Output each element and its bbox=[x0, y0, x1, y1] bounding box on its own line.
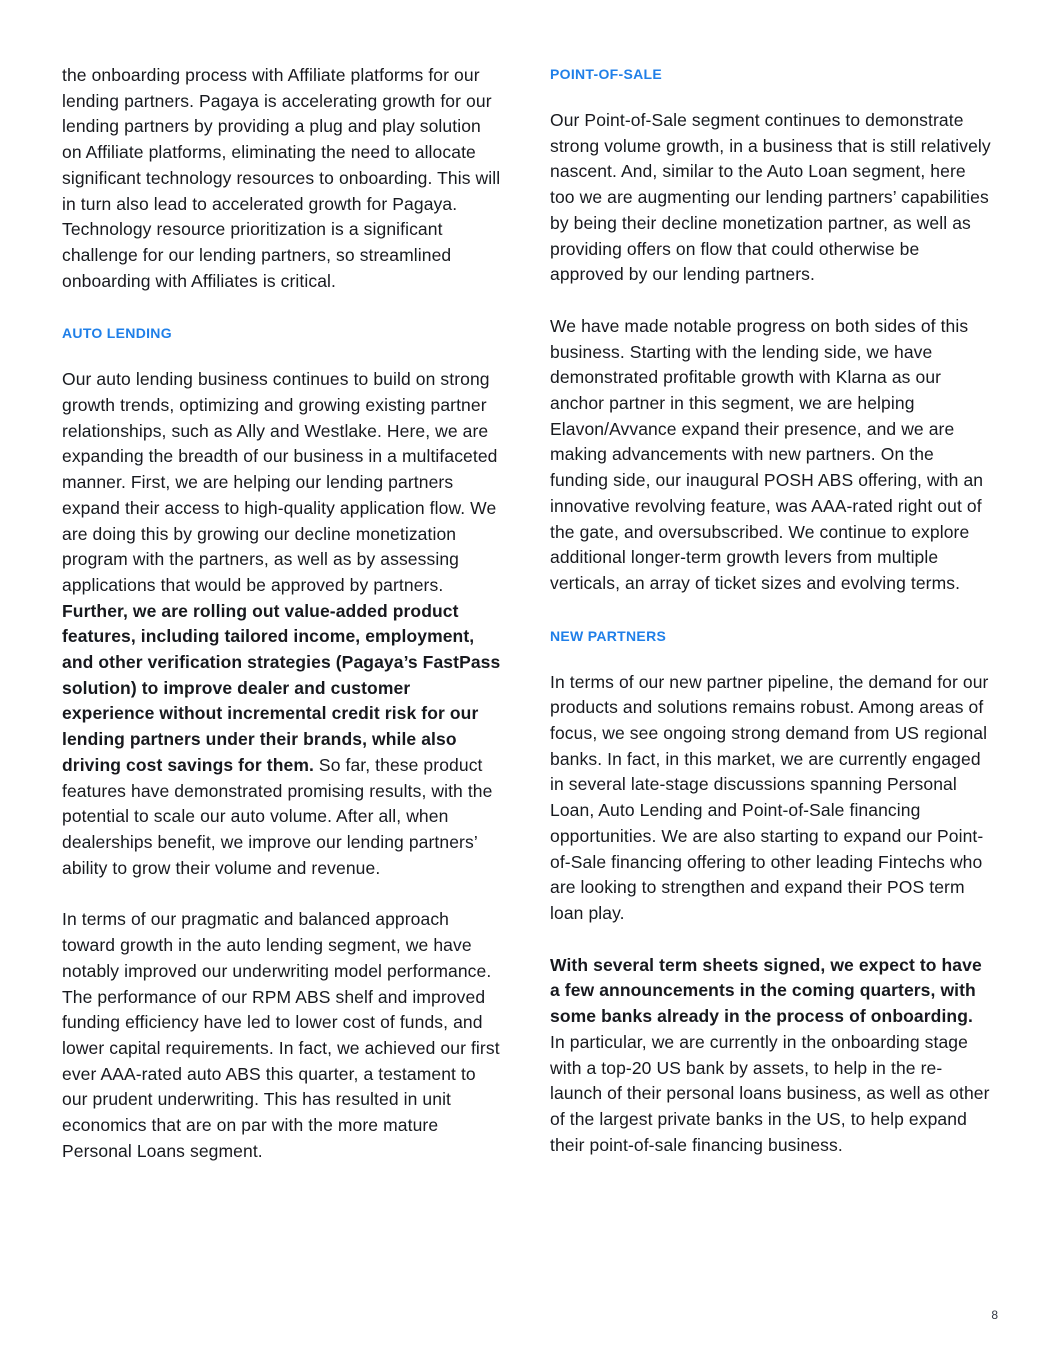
text-run: In particular, we are currently in the onboarding stage with a top-20 US bank by assets, to help in the re-launch of their personal loans business, as well as other of the largest private banks in the US, to help expand their point-of-sale financing business. bbox=[550, 1031, 990, 1155]
text-run: In terms of our new partner pipeline, the demand for our products and solutions remains robust. Among areas of focus, we see ongoing strong demand from US regional banks. In fact, in this market, we are currently engaged in several late-stage discussions spanning Personal Loan, Auto Lending and Point-of-Sale financing opportunities. We are also starting to expand our Point-of-Sale financing offering to other leading Fintechs who are looking to strengthen and expand their POS term loan play. bbox=[550, 671, 989, 923]
page-number: 8 bbox=[991, 1308, 998, 1322]
text-run: Our Point-of-Sale segment continues to demonstrate strong volume growth, in a business that is still relatively nascent. And, similar to the Auto Loan segment, here too we are augmenting our lending partners’ capabilities by being their decline monetization partner, as well as providing offers on flow that could otherwise be approved by our lending partners. bbox=[550, 110, 991, 285]
right-column bbox=[550, 63, 992, 1190]
new-partners-paragraph-2 bbox=[550, 953, 992, 1159]
point-of-sale-paragraph-1 bbox=[550, 108, 992, 288]
new-partners-paragraph-1 bbox=[550, 670, 992, 927]
left-column bbox=[62, 63, 504, 1190]
point-of-sale-paragraph-2 bbox=[550, 314, 992, 597]
text-run: Our auto lending business continues to build on strong growth trends, optimizing and growing existing partner relationships, such as Ally and Westlake. Here, we are expanding the breadth of our business in a multifaceted manner. First, we are helping our lending partners expand their access to high-quality application flow. We are doing this by growing our decline monetization program with the partners, as well as by assessing applications that would be approved by partners. bbox=[62, 369, 498, 595]
section-heading-point-of-sale: POINT-OF-SALE bbox=[550, 66, 663, 82]
section-heading-new-partners: NEW PARTNERS bbox=[550, 627, 667, 644]
text-run: the onboarding process with Affiliate platforms for our lending partners. Pagaya is accelerating growth for our lending partners by providing a plug and play solution on Affiliate platforms, eliminating the need to allocate significant technology resources to onboarding. This will in turn also lead to accelerated growth for Pagaya. Technology resource prioritization is a significant challenge for our lending partners, so streamlined onboarding with Affiliates is critical. bbox=[62, 65, 501, 291]
bold-text-run: Further, we are rolling out value-added product features, including tailored income, employment, and other verification strategies (Pagaya’s FastPass solution) to improve dealer and customer experience without incremental credit risk for our lending partners under their brands, while also driving cost savings for them. bbox=[62, 600, 501, 775]
auto-lending-paragraph-2 bbox=[62, 907, 504, 1164]
bold-text-run: With several term sheets signed, we expect to have a few announcements in the coming quarters, with some banks already in the process of onboarding. bbox=[550, 954, 982, 1027]
section-heading-auto-lending: AUTO LENDING bbox=[62, 325, 172, 342]
text-run: So far, these product features have demonstrated promising results, with the potential to scale our auto volume. After all, when dealerships benefit, we improve our lending partners’ ability to grow their volume and revenue. bbox=[62, 754, 493, 878]
auto-lending-paragraph-1 bbox=[62, 367, 504, 881]
text-run: In terms of our pragmatic and balanced approach toward growth in the auto lending segment, we have notably improved our underwriting model performance. The performance of our RPM ABS shelf and improved funding efficiency have led to lower cost of funds, and lower capital requirements. In fact, we achieved our first ever AAA-rated auto ABS this quarter, a testament to our prudent underwriting. This has resulted in unit economics that are on par with the more mature Personal Loans segment. bbox=[62, 909, 500, 1161]
text-run: We have made notable progress on both sides of this business. Starting with the lending side, we have demonstrated profitable growth with Klarna as our anchor partner in this segment, we are helping Elavon/Avvance expand their presence, and we are making advancements with new partners. On the funding side, our inaugural POSH ABS offering, with an innovative revolving feature, was AAA-rated right out of the gate, and oversubscribed. We continue to explore additional longer-term growth levers from multiple verticals, an array of ticket sizes and evolving terms. bbox=[550, 315, 984, 593]
intro-continuation-paragraph bbox=[62, 63, 504, 294]
